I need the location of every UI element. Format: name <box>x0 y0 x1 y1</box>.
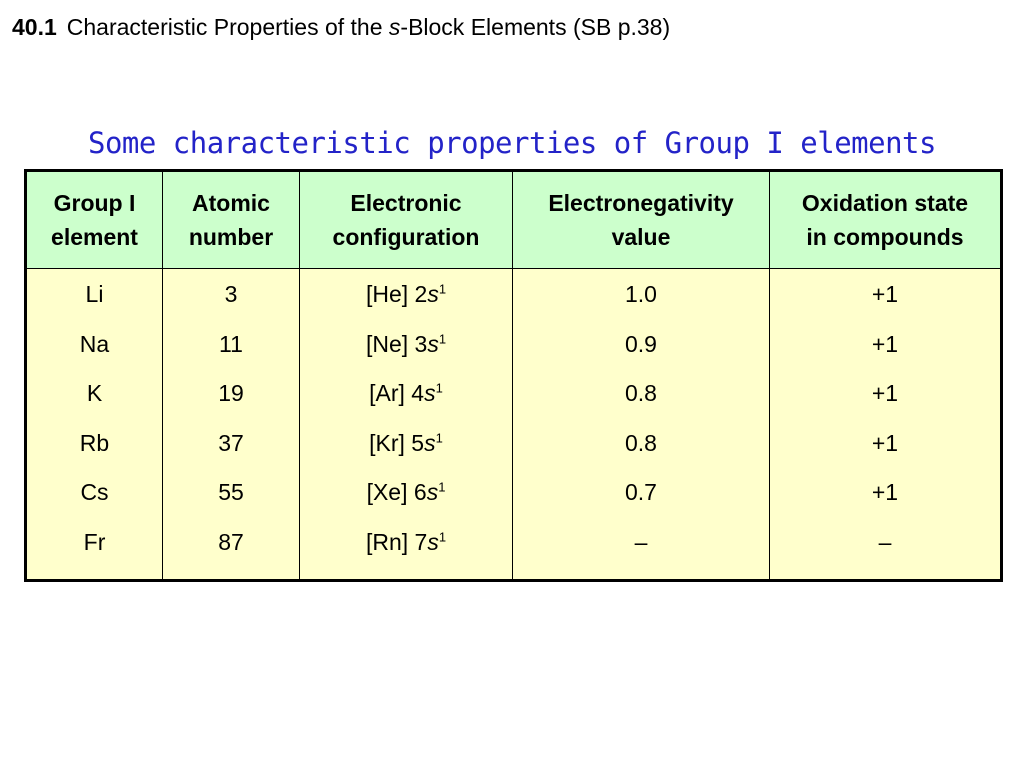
header-line: Electronic <box>350 189 462 216</box>
atomic-number-cell: 87 <box>218 528 244 555</box>
atomic-number-cell: 3 <box>224 281 238 307</box>
config-core: [Kr] 5 <box>369 429 425 456</box>
section-number: 40.1 <box>12 14 57 40</box>
header-electronegativity <box>513 171 770 269</box>
header-line: Group I <box>53 189 136 216</box>
element-cell: Cs <box>80 479 109 506</box>
config-electrons: 1 <box>435 430 443 446</box>
electronegativity-cell: 0.7 <box>625 479 657 506</box>
config-electrons: 1 <box>438 281 447 297</box>
config-core: [Xe] 6 <box>366 479 427 506</box>
config-orbital: s <box>427 330 439 357</box>
header-title-before: Characteristic Properties of the <box>66 14 389 40</box>
configuration-cell <box>302 430 510 480</box>
configuration-cell <box>302 380 510 430</box>
config-orbital: s <box>427 528 439 555</box>
element-cell: Rb <box>79 429 110 456</box>
header-line: number <box>188 224 274 250</box>
header-electronic-configuration <box>300 171 513 269</box>
header-atomic-number <box>163 171 300 269</box>
config-core: [He] 2 <box>365 281 428 307</box>
element-cell: K <box>86 380 103 407</box>
config-core: [Rn] 7 <box>365 528 428 555</box>
header-line: in compounds <box>806 224 964 250</box>
oxidation-state-cell: +1 <box>871 429 899 456</box>
config-electrons: 1 <box>438 479 446 495</box>
element-cell: Fr <box>83 528 106 555</box>
header-title-after: -Block Elements (SB p.38) <box>400 14 671 40</box>
header-group-element <box>26 171 163 269</box>
atomic-number-cell: 55 <box>218 479 244 506</box>
electronegativity-column <box>513 269 770 581</box>
header-title-italic: s <box>388 14 401 40</box>
electronegativity-cell: – <box>634 528 648 555</box>
properties-table <box>24 169 1003 582</box>
atomic-number-cell: 19 <box>218 380 244 407</box>
element-column <box>26 269 163 581</box>
atomic-number-column <box>163 269 300 581</box>
config-electrons: 1 <box>438 529 447 545</box>
header-line: Atomic <box>192 189 270 216</box>
oxidation-state-cell: +1 <box>871 479 899 506</box>
oxidation-state-cell: +1 <box>871 380 899 407</box>
table-header-row <box>26 171 1002 269</box>
oxidation-state-cell: – <box>878 528 892 555</box>
electronegativity-cell: 0.8 <box>625 429 657 456</box>
table-caption: Some characteristic properties of Group I elements <box>88 126 936 160</box>
header-line: configuration <box>332 224 480 250</box>
configuration-cell <box>302 479 510 529</box>
config-orbital: s <box>427 281 439 307</box>
configuration-cell <box>302 281 510 331</box>
configuration-cell <box>302 331 510 381</box>
config-orbital: s <box>424 429 436 456</box>
atomic-number-cell: 37 <box>218 429 244 456</box>
element-cell: Li <box>85 281 104 307</box>
config-orbital: s <box>426 479 439 506</box>
oxidation-state-cell: +1 <box>871 330 899 357</box>
electronegativity-cell: 1.0 <box>625 281 657 307</box>
config-core: [Ne] 3 <box>365 330 428 357</box>
header-line: element <box>51 224 138 250</box>
header-line: Oxidation state <box>801 189 969 216</box>
config-core: [Ar] 4 <box>369 380 425 407</box>
config-electrons: 1 <box>438 330 447 346</box>
header-oxidation-state <box>770 171 1002 269</box>
electronegativity-cell: 0.8 <box>625 380 657 407</box>
config-electrons: 1 <box>435 380 443 396</box>
table-body <box>26 269 1002 581</box>
slide-header <box>12 14 670 41</box>
element-cell: Na <box>79 330 110 357</box>
oxidation-state-column <box>770 269 1002 581</box>
header-line: value <box>611 224 671 250</box>
configuration-cell <box>302 529 510 579</box>
atomic-number-cell: 11 <box>219 330 243 357</box>
oxidation-state-cell: +1 <box>871 281 899 307</box>
electronegativity-cell: 0.9 <box>625 330 657 357</box>
header-line: Electronegativity <box>548 189 734 216</box>
config-orbital: s <box>424 380 436 407</box>
configuration-column <box>300 269 513 581</box>
